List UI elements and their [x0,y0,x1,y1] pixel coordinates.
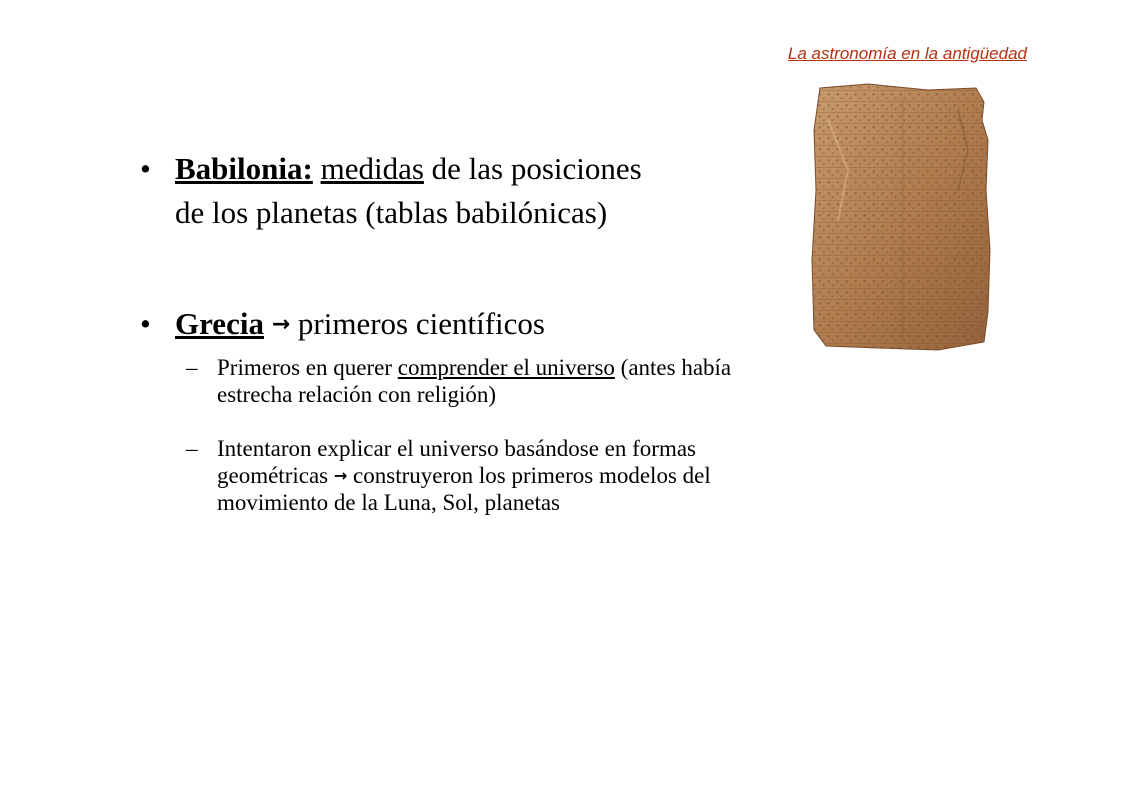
header-title-link[interactable]: La astronomía en la antigüedad [787,44,1027,63]
bullet-text-line2: de los planetas (tablas babilónicas) [175,195,608,230]
subbullet-text: Primeros en querer [217,355,398,380]
subbullet-text-post: (antes había [614,355,732,380]
subbullet-text-line2: geométricas [217,463,334,488]
subbullet-marker: – [186,436,198,461]
arrow-right-icon: → [271,312,291,337]
subbullet-text-line3: movimiento de la Luna, Sol, planetas [217,490,561,515]
bullet-text: de las posiciones [423,151,642,186]
arrow-right-icon: → [333,466,348,485]
bullet-emphasis: medidas [320,151,424,186]
bullet-text: primeros científicos [290,306,545,341]
subbullet-text-line2: estrecha relación con religión) [217,382,497,407]
bullet-marker: • [140,306,151,341]
subbullet-text-line2-post: construyeron los primeros modelos del [347,463,711,488]
subbullet-marker: – [186,355,198,380]
bullet-marker: • [140,151,151,186]
bullet-term: Grecia [175,306,264,341]
clay-tablet-image [808,80,995,354]
subbullet-text: Intentaron explicar el universo basándose en formas [217,436,696,461]
bullet-term: Babilonia: [175,151,313,186]
subbullet-emphasis: comprender el universo [397,355,615,380]
